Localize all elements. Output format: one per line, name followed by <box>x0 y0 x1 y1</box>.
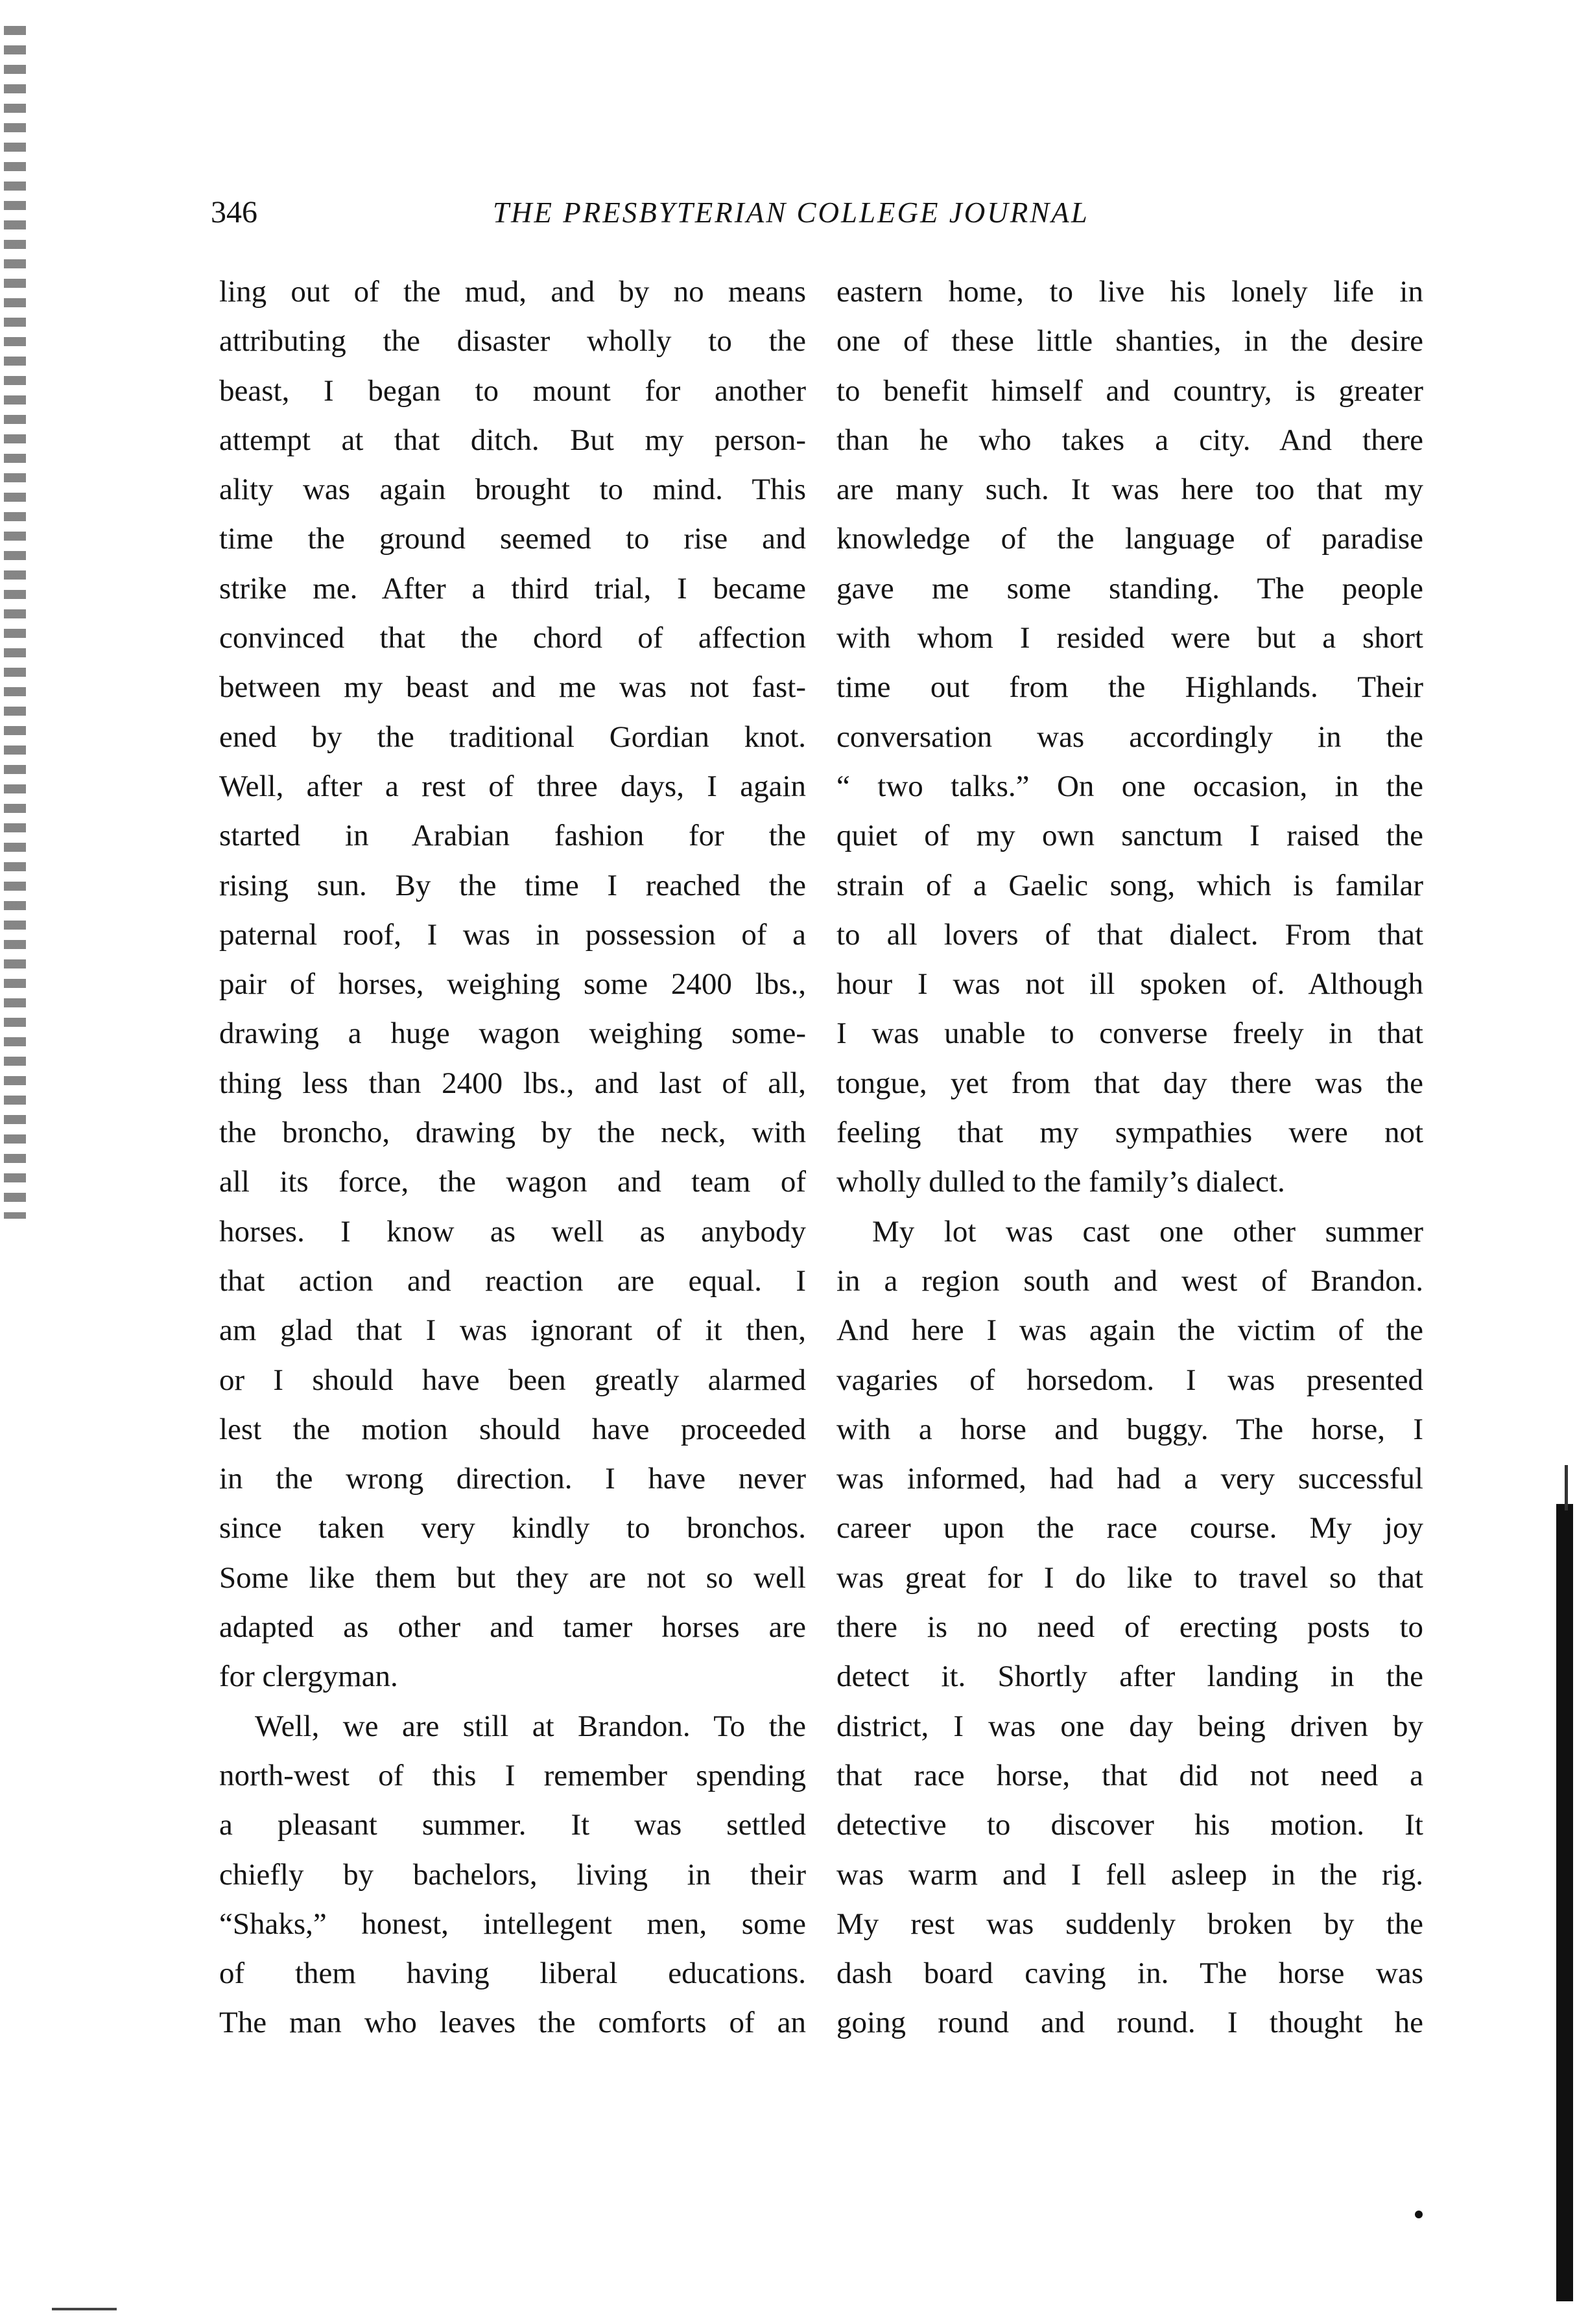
text-line: horses. I know as well as anybody <box>219 1214 806 1249</box>
text-line: with a horse and buggy. The horse, I <box>836 1412 1423 1446</box>
text-line: vagaries of horsedom. I was presented <box>836 1363 1423 1397</box>
scan-edge-right-thin-artifact <box>1565 1465 1568 1510</box>
text-line: all its force, the wagon and team of <box>219 1165 806 1199</box>
text-line: detect it. Shortly after landing in the <box>836 1660 1423 1694</box>
text-line: since taken very kindly to bronchos. <box>219 1511 806 1545</box>
text-line: pair of horses, weighing some 2400 lbs., <box>219 967 806 1002</box>
text-line: quiet of my own sanctum I raised the <box>836 819 1423 853</box>
text-line-paragraph-start: Well, we are still at Brandon. To the <box>255 1709 806 1743</box>
text-line: of them having liberal educations. <box>219 1956 806 1991</box>
text-line: beast, I began to mount for another <box>219 373 806 408</box>
text-line: “ two talks.” On one occasion, in the <box>836 769 1423 803</box>
scan-dash-artifact <box>52 2308 117 2310</box>
text-line: district, I was one day being driven by <box>836 1709 1423 1743</box>
text-line: Some like them but they are not so well <box>219 1560 806 1595</box>
text-line: the broncho, drawing by the neck, with <box>219 1116 806 1150</box>
text-line: that race horse, that did not need a <box>836 1758 1423 1792</box>
text-line: convinced that the chord of affection <box>219 621 806 655</box>
text-line: The man who leaves the comforts of an <box>219 2006 806 2040</box>
text-line: going round and round. I thought he <box>836 2006 1423 2040</box>
text-line: one of these little shanties, in the desire <box>836 324 1423 358</box>
text-line: ling out of the mud, and by no means <box>219 275 806 309</box>
text-line: conversation was accordingly in the <box>836 720 1423 754</box>
text-line: strike me. After a third trial, I became <box>219 571 806 605</box>
text-line: feeling that my sympathies were not <box>836 1116 1423 1150</box>
text-line: detective to discover his motion. It <box>836 1808 1423 1842</box>
scan-edge-right-artifact <box>1556 1504 1573 2301</box>
text-line: are many such. It was here too that my <box>836 473 1423 507</box>
text-line: “Shaks,” honest, intellegent men, some <box>219 1907 806 1941</box>
text-line: ened by the traditional Gordian knot. <box>219 720 806 754</box>
running-head: THE PRESBYTERIAN COLLEGE JOURNAL <box>493 196 1089 229</box>
text-line: that action and reaction are equal. I <box>219 1263 806 1298</box>
text-line-paragraph-start: My lot was cast one other summer <box>872 1214 1423 1249</box>
text-line: there is no need of erecting posts to <box>836 1610 1423 1645</box>
text-line: was warm and I fell asleep in the rig. <box>836 1857 1423 1892</box>
text-line-paragraph-end: for clergyman. <box>219 1660 398 1694</box>
text-line: or I should have been greatly alarmed <box>219 1363 806 1397</box>
text-line: time the ground seemed to rise and <box>219 522 806 556</box>
page-number: 346 <box>211 195 257 229</box>
text-line: attributing the disaster wholly to the <box>219 324 806 358</box>
text-line: am glad that I was ignorant of it then, <box>219 1313 806 1348</box>
text-line: My rest was suddenly broken by the <box>836 1907 1423 1941</box>
text-line: career upon the race course. My joy <box>836 1511 1423 1545</box>
text-line: knowledge of the language of paradise <box>836 522 1423 556</box>
text-line: lest the motion should have proceeded <box>219 1412 806 1446</box>
text-line: chiefly by bachelors, living in their <box>219 1857 806 1892</box>
text-line: than he who takes a city. And there <box>836 423 1423 457</box>
text-line: drawing a huge wagon weighing some- <box>219 1016 806 1051</box>
text-line: with whom I resided were but a short <box>836 621 1423 655</box>
text-line: to all lovers of that dialect. From that <box>836 917 1423 952</box>
text-line: hour I was not ill spoken of. Although <box>836 967 1423 1002</box>
text-line: time out from the Highlands. Their <box>836 670 1423 705</box>
text-line: And here I was again the victim of the <box>836 1313 1423 1348</box>
text-line: started in Arabian fashion for the <box>219 819 806 853</box>
text-line: in the wrong direction. I have never <box>219 1462 806 1496</box>
text-line: tongue, yet from that day there was the <box>836 1066 1423 1100</box>
text-line: I was unable to converse freely in that <box>836 1016 1423 1051</box>
right-column <box>836 267 1423 2048</box>
text-line: north-west of this I remember spending <box>219 1758 806 1792</box>
text-line: was great for I do like to travel so that <box>836 1560 1423 1595</box>
text-line: adapted as other and tamer horses are <box>219 1610 806 1645</box>
text-line: thing less than 2400 lbs., and last of all, <box>219 1066 806 1100</box>
text-line: ality was again brought to mind. This <box>219 473 806 507</box>
text-line: to benefit himself and country, is greater <box>836 373 1423 408</box>
text-line: attempt at that ditch. But my person- <box>219 423 806 457</box>
text-line: paternal roof, I was in possession of a <box>219 917 806 952</box>
left-column <box>219 267 806 2048</box>
text-line: between my beast and me was not fast- <box>219 670 806 705</box>
text-line: gave me some standing. The people <box>836 571 1423 605</box>
text-line-paragraph-end: wholly dulled to the family’s dialect. <box>836 1165 1285 1199</box>
text-line: strain of a Gaelic song, which is familar <box>836 868 1423 902</box>
text-line: a pleasant summer. It was settled <box>219 1808 806 1842</box>
text-line: eastern home, to live his lonely life in <box>836 275 1423 309</box>
scan-edge-left-artifact <box>4 26 26 1219</box>
scan-dot-artifact <box>1415 2211 1423 2218</box>
text-line: rising sun. By the time I reached the <box>219 868 806 902</box>
text-line: dash board caving in. The horse was <box>836 1956 1423 1991</box>
text-line: Well, after a rest of three days, I again <box>219 769 806 803</box>
text-line: was informed, had had a very successful <box>836 1462 1423 1496</box>
text-line: in a region south and west of Brandon. <box>836 1263 1423 1298</box>
